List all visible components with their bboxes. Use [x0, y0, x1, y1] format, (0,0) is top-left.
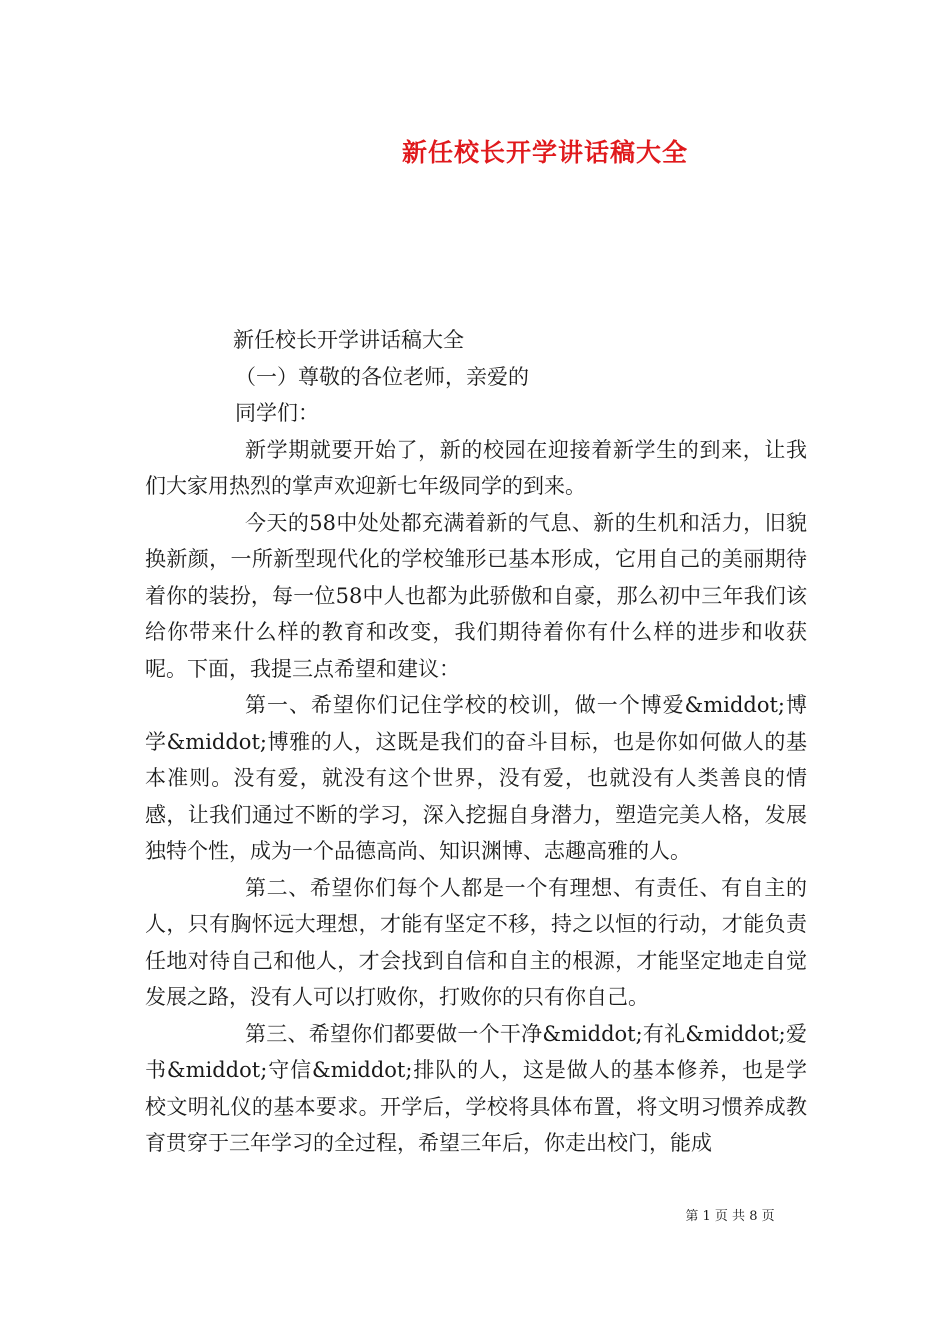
paragraph-1: 新学期就要开始了，新的校园在迎接着新学生的到来，让我们大家用热烈的掌声欢迎新七年级同学的到来。: [145, 437, 807, 498]
paragraph-3: 第一、希望你们记住学校的校训，做一个博爱&middot;博学&middot;博雅的人，这既是我们的奋斗目标，也是你如何做人的基本准则。没有爱，就没有这个世界，没有爱，也就没有人类善良的情感，让我们通过不断的学习，深入挖掘自身潜力，塑造完美人格，发展独特个性，成为一个品德高尚、知识渊博、志趣高雅的人。: [145, 693, 807, 863]
page-title: 新任校长开学讲话稿大全: [401, 138, 688, 167]
section-heading: （一）尊敬的各位老师，亲爱的: [235, 364, 529, 389]
paragraph-5: 第三、希望你们都要做一个干净&middot;有礼&middot;爱书&middot;守信&middot;排队的人，这是做人的基本修养，也是学校文明礼仪的基本要求。开学后，学校将具体布置，将文明习惯养成教育贯穿于三年学习的全过程，希望三年后，你走出校门，能成: [145, 1021, 807, 1155]
page-number: 第 1 页 共 8 页: [685, 1209, 775, 1224]
document-subtitle: 新任校长开学讲话稿大全: [233, 328, 464, 352]
salutation: 同学们：: [235, 401, 319, 425]
paragraph-4: 第二、希望你们每个人都是一个有理想、有责任、有自主的人，只有胸怀远大理想，才能有坚定不移，持之以恒的行动，才能负责任地对待自己和他人，才会找到自信和自主的根源，才能坚定地走自觉发展之路，没有人可以打败你，打败你的只有你自己。: [145, 875, 807, 1009]
paragraph-2: 今天的58中处处都充满着新的气息、新的生机和活力，旧貌换新颜，一所新型现代化的学校雏形已基本形成，它用自己的美丽期待着你的装扮，每一位58中人也都为此骄傲和自豪，那么初中三年我们该给你带来什么样的教育和改变，我们期待着你有什么样的进步和收获呢。下面，我提三点希望和建议：: [145, 510, 807, 681]
document-body: [145, 322, 807, 1162]
